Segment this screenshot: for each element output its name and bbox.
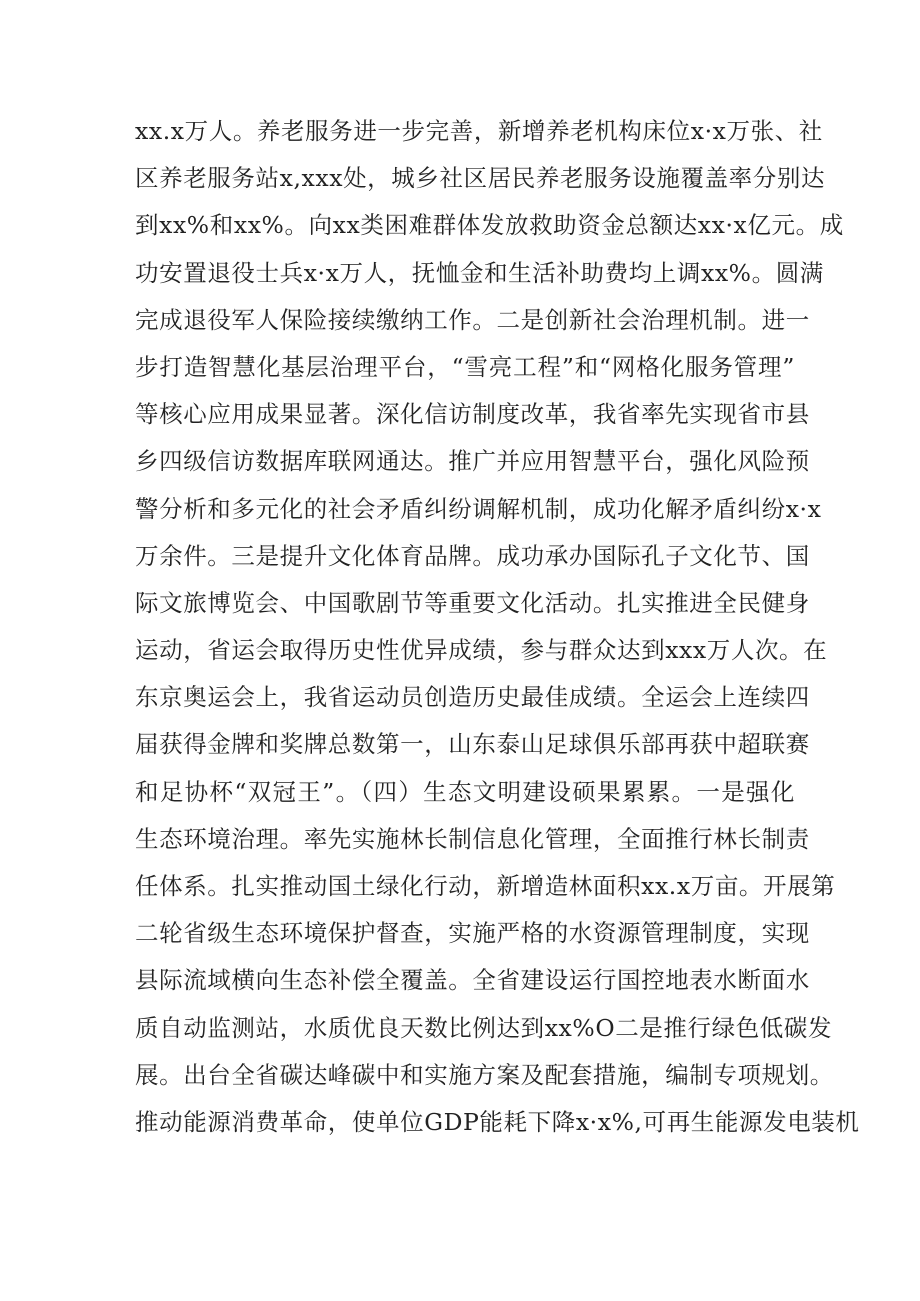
text-line: 等核心应用成果显著。深化信访制度改革，我省率先实现省市县 [135,400,810,429]
text-line: 际文旅博览会、中国歌剧节等重要文化活动。扎实推进全民健身 [135,588,810,617]
text-line: 县际流域横向生态补偿全覆盖。全省建设运行国控地表水断面水 [135,966,810,995]
text-line: 展。出台全省碳达峰碳中和实施方案及配套措施，编制专项规划。 [135,1060,834,1089]
text-line: 届获得金牌和奖牌总数第一，山东泰山足球俱乐部再获中超联赛 [135,730,810,759]
text-line: 运动，省运会取得历史性优异成绩，参与群众达到xxx万人次。在 [135,636,828,665]
text-line: 区养老服务站x,xxx处，城乡社区居民养老服务设施覆盖率分别达 [135,164,826,193]
text-line: 质自动监测站，水质优良天数比例达到xx%O二是推行绿色低碳发 [135,1013,833,1042]
text-line: 东京奥运会上，我省运动员创造历史最佳成绩。全运会上连续四 [135,683,810,712]
text-line: 警分析和多元化的社会矛盾纠纷调解机制，成功化解矛盾纠纷x·x [135,494,822,523]
text-line: 万余件。三是提升文化体育品牌。成功承办国际孔子文化节、国 [135,541,810,570]
text-line: 到xx%和xx%。向xx类困难群体发放救助资金总额达xx·x亿元。成 [135,211,844,240]
text-line: 和足协杯“双冠王”。（四）生态文明建设硕果累累。一是强化 [135,777,795,806]
text-line: 推动能源消费革命，使单位GDP能耗下降x·x%,可再生能源发电装机 [135,1107,860,1136]
text-line: 乡四级信访数据库联网通达。推广并应用智慧平台，强化风险预 [135,447,810,476]
text-line: 功安置退役士兵x·x万人，抚恤金和生活补助费均上调xx%。圆满 [135,258,824,287]
text-line: 二轮省级生态环境保护督查，实施严格的水资源管理制度，实现 [135,919,810,948]
text-line: 任体系。扎实推动国土绿化行动，新增造林面积xx.x万亩。开展第 [135,872,836,900]
text-line: 完成退役军人保险接续缴纳工作。二是创新社会治理机制。进一 [135,305,810,334]
text-line: 生态环境治理。率先实施林长制信息化管理，全面推行林长制责 [135,824,810,853]
body-paragraph [135,108,860,1146]
text-line: 步打造智慧化基层治理平台，“雪亮工程”和“网格化服务管理” [135,352,795,381]
text-line: xx.x万人。养老服务进一步完善，新增养老机构床位x·x万张、社 [135,117,823,145]
